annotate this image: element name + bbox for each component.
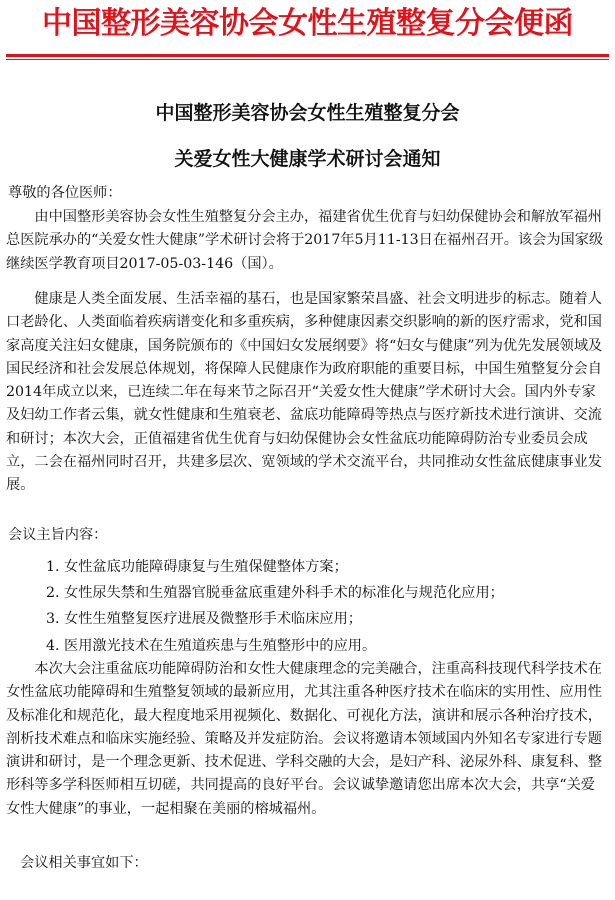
paragraph-intro: 由中国整形美容协会女性生殖整复分会主办，福建省优生优育与妇幼保健协会和解放军福州总医院承办的“关爱女性大健康”学术研讨会将于2017年5月11-13日在福州召开。该会为国家级继续医学教育项目2017-05-03-146（国）。: [6, 209, 604, 272]
notice-title-line1: 中国整形美容协会女性生殖整复分会: [155, 102, 460, 124]
closing-line: 会议相关事宜如下：: [20, 855, 148, 871]
list-item: 4. 医用激光技术在生殖道疾患与生殖整形中的应用。: [46, 638, 377, 654]
list-item: 2. 女性尿失禁和生殖器官脱垂盆底重建外科手术的标准化与规范化应用；: [46, 585, 504, 601]
letterhead-divider-thin: [6, 59, 609, 60]
letterhead-title: 中国整形美容协会女性生殖整复分会便函: [42, 6, 573, 41]
list-item: 3. 女性生殖整复医疗进展及微整形手术临床应用；: [46, 611, 362, 627]
list-item: 1. 女性盆底功能障碍康复与生殖保健整体方案；: [46, 559, 348, 575]
notice-title-line2: 关爱女性大健康学术研讨会通知: [174, 148, 441, 170]
paragraph-conference-focus: 本次大会注重盆底功能障碍防治和女性大健康理念的完美融合，注重高科技现代科学技术在女性盆底功能障碍和生殖整复领域的最新应用，尤其注重各种医疗技术在临床的实用性、应用性及标准化和规范化，最大程度地采用视频化、数据化、可视化方法，演讲和展示各种治疗技术，剖析技术难点和临床实施经验、策略及并发症防治。会议将邀请本领域国内外知名专家进行专题演讲和研讨，是一个理念更新、技术促进、学科交融的大会，是妇产科、泌尿外科、康复科、整形科等多学科医师相互切磋，共同提高的良好平台。会议诚挚邀请您出席本次大会，共享“关爱女性大健康”的事业，一起相聚在美丽的榕城福州。: [6, 661, 602, 817]
letterhead-divider-thick: [6, 54, 609, 57]
topics-heading: 会议主旨内容：: [8, 527, 108, 543]
salutation: 尊敬的各位医师：: [8, 185, 122, 201]
paragraph-background: 健康是人类全面发展、生活幸福的基石，也是国家繁荣昌盛、社会文明进步的标志。随着人口老龄化、人类面临着疾病谱变化和多重疾病，多种健康因素交织影响的新的医疗需求，党和国家高度关注妇女健康，国务院颁布的《中国妇女发展纲要》将“妇女与健康”列为优先发展领域及国民经济和社会发展总体规划，将保障人民健康作为政府职能的重要目标，中国生殖整复分会自2014年成立以来，已连续二年在每来节之际召开“关爱女性大健康”学术研讨大会。国内外专家及妇幼工作者云集，就女性健康和生殖衰老、盆底功能障碍等热点与医疗新技术进行演讲、交流和研讨；本次大会，正值福建省优生优育与妇幼保健协会女性盆底功能障碍防治专业委员会成立，二会在福州同时召开，共建多层次、宽领域的学术交流平台，共同推动女性盆底健康事业发展。: [6, 291, 603, 494]
